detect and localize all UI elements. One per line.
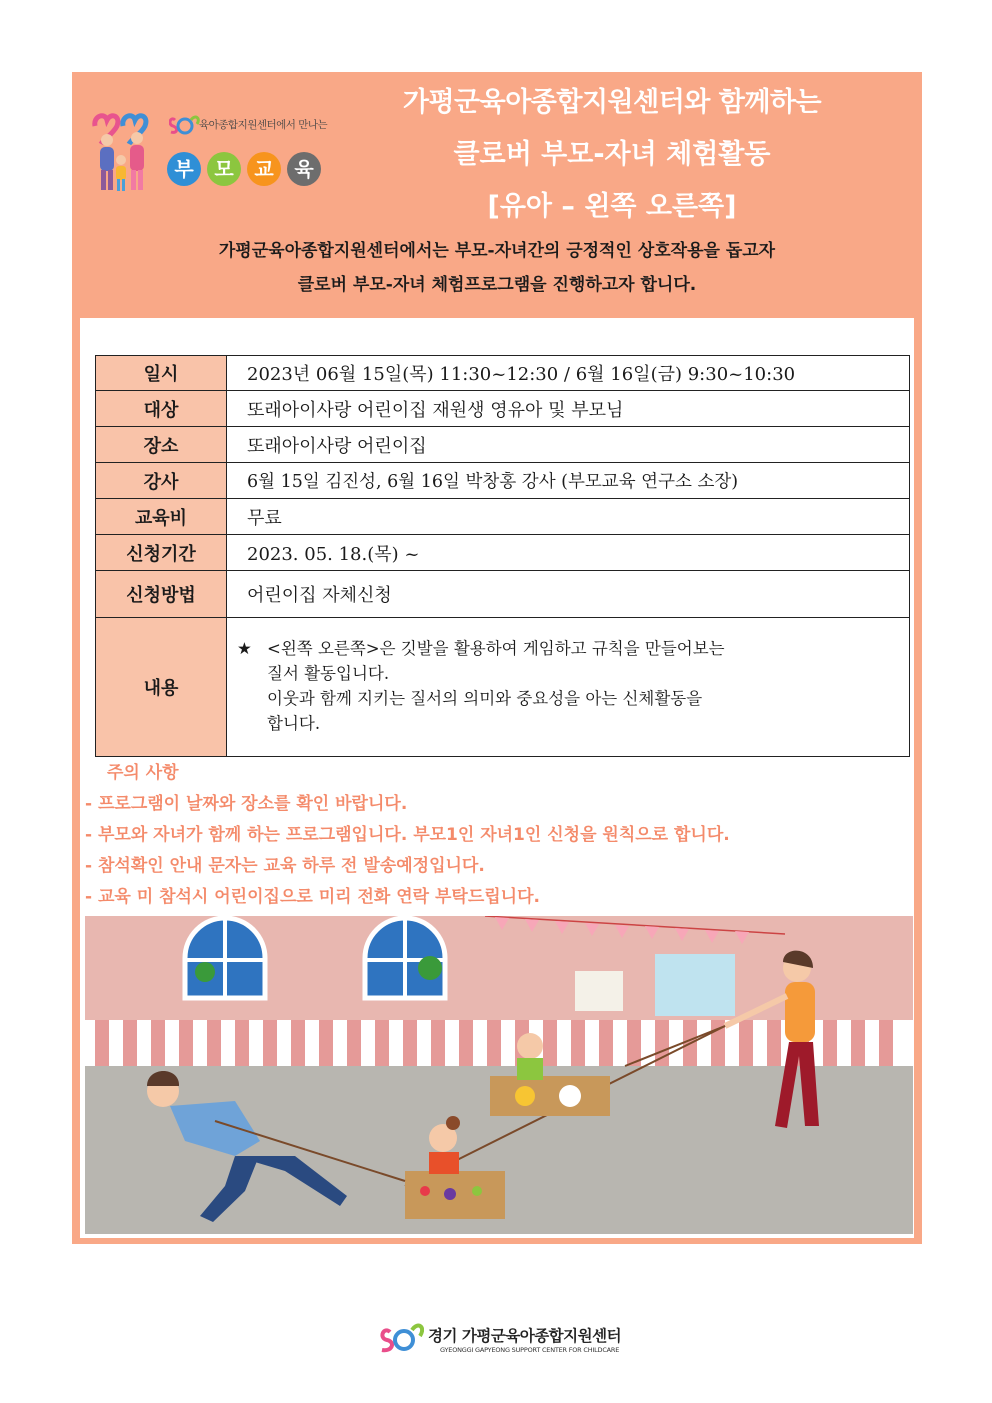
row-label: 교육비	[96, 499, 227, 535]
table-row	[96, 356, 910, 391]
table-row	[96, 618, 910, 757]
table-row	[96, 427, 910, 463]
family-game-illustration	[85, 916, 913, 1234]
logo-subtitle: 육아종합지원센터에서 만나는	[199, 119, 328, 131]
program-info-table	[95, 355, 910, 757]
row-label: 내용	[96, 618, 227, 757]
logo-char-1: 부	[167, 152, 201, 186]
footer-logo	[380, 1322, 640, 1362]
logo-char-2: 모	[207, 152, 241, 186]
row-value: 6월 15일 김진성, 6월 16일 박창홍 강사 (부모교육 연구소 소장)	[227, 463, 910, 499]
row-value: 2023. 05. 18.(목) ~	[227, 535, 910, 571]
window-left	[185, 918, 265, 998]
notes-title: 주의 사항	[107, 763, 179, 783]
title-line-3: [유아 – 왼쪽 오른쪽]	[487, 191, 737, 222]
row-label: 신청방법	[96, 571, 227, 618]
star-icon: ★	[237, 639, 252, 658]
row-value: 또래아이사랑 어린이집	[227, 427, 910, 463]
footer-center-english: GYEONGGI GAPYEONG SUPPORT CENTER FOR CHILDCARE	[440, 1346, 620, 1354]
illustration-svg	[85, 916, 913, 1234]
note-item: - 참석확인 안내 문자는 교육 하루 전 발송예정입니다.	[85, 856, 485, 876]
row-value: 무료	[227, 499, 910, 535]
content-block	[237, 636, 899, 736]
content-line: 질서 활동입니다.	[267, 664, 390, 683]
row-label: 강사	[96, 463, 227, 499]
parent-education-logo	[87, 114, 347, 196]
window-right	[365, 918, 445, 998]
center-logo-icon	[380, 1322, 424, 1356]
table-row	[96, 463, 910, 499]
table-row	[96, 571, 910, 618]
logo-char-4: 육	[287, 152, 321, 186]
intro-line-1: 가평군육아종합지원센터에서는 부모-자녀간의 긍정적인 상호작용을 돕고자	[218, 241, 776, 261]
row-value: 또래아이사랑 어린이집 재원생 영유아 및 부모님	[227, 391, 910, 427]
table-row	[96, 499, 910, 535]
content-line: <왼쪽 오른쪽>은 깃발을 활용하여 게임하고 규칙을 만들어보는	[267, 639, 725, 658]
notes-section	[72, 758, 922, 913]
footer-center-name: 경기 가평군육아종합지원센터	[428, 1327, 622, 1345]
note-item: - 교육 미 참석시 어린이집으로 미리 전화 연락 부탁드립니다.	[85, 887, 540, 907]
content-line: 합니다.	[267, 714, 321, 733]
intro-text	[72, 234, 922, 302]
intro-line-2: 클로버 부모-자녀 체험프로그램을 진행하고자 합니다.	[297, 275, 697, 295]
table-row	[96, 391, 910, 427]
content-line: 이웃과 함께 지키는 질서의 의미와 중요성을 아는 신체활동을	[267, 689, 703, 708]
note-item: - 부모와 자녀가 함께 하는 프로그램입니다. 부모1인 자녀1인 신청을 원칙으로 합니다.	[85, 825, 730, 845]
row-label: 신청기간	[96, 535, 227, 571]
row-label: 장소	[96, 427, 227, 463]
table-row	[96, 535, 910, 571]
row-label: 대상	[96, 391, 227, 427]
row-value: 2023년 06월 15일(목) 11:30~12:30 / 6월 16일(금) 9:30~10:30	[227, 356, 910, 391]
title-line-1: 가평군육아종합지원센터와 함께하는	[402, 87, 822, 118]
logo-char-3: 교	[247, 152, 281, 186]
title-line-2: 클로버 부모-자녀 체험활동	[453, 139, 771, 170]
flyer-frame	[72, 72, 922, 1244]
family-icon	[87, 110, 157, 194]
row-value: 어린이집 자체신청	[227, 571, 910, 618]
center-logo-icon	[169, 114, 201, 136]
row-value	[227, 618, 910, 757]
flyer-header	[72, 72, 922, 318]
content-panel	[80, 318, 914, 1238]
row-label: 일시	[96, 356, 227, 391]
note-item: - 프로그램이 날짜와 장소를 확인 바랍니다.	[85, 794, 408, 814]
